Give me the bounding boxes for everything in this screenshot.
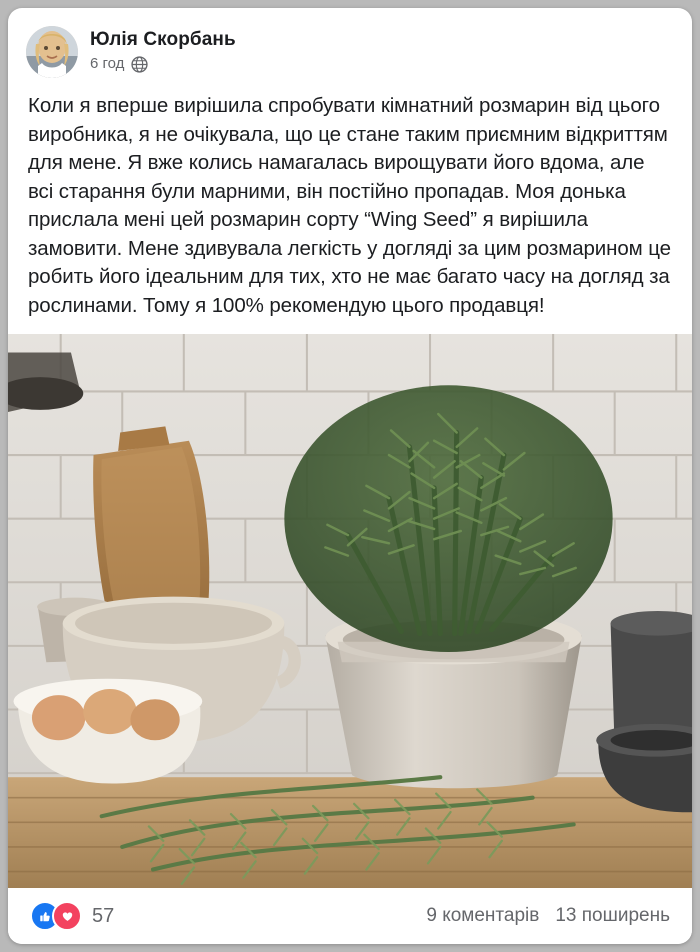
avatar[interactable] — [26, 26, 78, 78]
author-name[interactable]: Юлія Скорбань — [90, 29, 236, 50]
reaction-summary[interactable] — [30, 901, 114, 931]
reaction-count: 57 — [92, 904, 115, 927]
heart-icon — [52, 901, 82, 931]
engagement-counts — [426, 905, 670, 927]
post-meta — [90, 55, 236, 73]
comments-count[interactable]: 9 коментарів — [426, 905, 540, 926]
post-image[interactable] — [8, 334, 692, 888]
globe-icon — [131, 56, 148, 73]
post-text: Коли я вперше вирішила спробувати кімнатний розмарин від цього виробника, я не очікувала, що це стане таким приємним відкриттям для мене. Я вже колись намагалась вирощувати його вдома, але всі старання були марними, він постійно пропадав. Моя донька прислала мені цей розмарин сорту “Wing Seed” я вирішила замовити. Мене здивувала легкість у догляді за цим розмарином це робить його ідеальним для тих, хто не має багато часу на догляд за рослинами. Тому я 100% рекомендую цього продавця! — [28, 94, 671, 317]
shares-count[interactable]: 13 поширень — [555, 905, 670, 926]
header-text — [90, 26, 236, 73]
post-header — [8, 8, 692, 78]
post-timestamp[interactable]: 6 год — [90, 55, 125, 72]
post-footer — [8, 888, 692, 944]
post-card — [8, 8, 692, 944]
